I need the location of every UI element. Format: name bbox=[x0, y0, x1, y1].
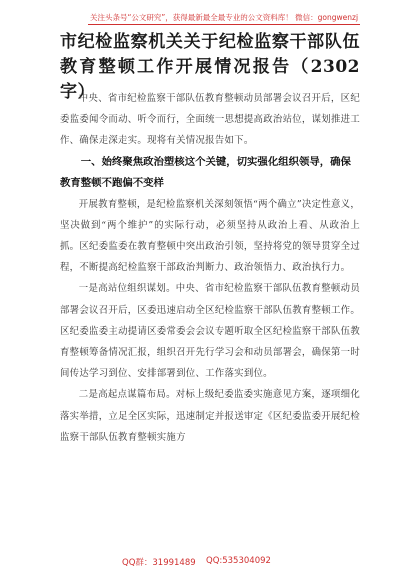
qq-contact-number: QQ:535304092 bbox=[206, 556, 271, 566]
section-heading-1: 一、始终聚焦政治塑核这个关键，切实强化组织领导，确保教育整顿不跑偏不变样 bbox=[60, 155, 351, 189]
paragraph-intro: 中央、省市纪检监察干部队伍教育整顿动员部署会议召开后，区纪委监委闻令而动、听令而行，全面统一思想提高政治站位，谋划推进工作、确保走深走实。现将有关情况报告如下。 bbox=[60, 93, 360, 147]
paragraph-3: 一是高站位组织谋划。中央、省市纪检监察干部队伍教育整顿动员部署会议召开后，区委迅速启动全区纪检监察干部队伍教育整顿工作。区纪委监委主动提请区委常委会会议专题听取全区纪检监察干部队伍教育整顿筹备情况汇报，组织召开先行学习会和动员部署会，确保第一时间传达学习到位、安排部署到位、工作落实到位。 bbox=[60, 283, 360, 380]
document-title: 市纪检监察机关关于纪检监察干部队伍教育整顿工作开展情况报告（2302字） bbox=[60, 32, 360, 102]
promo-banner: 关注头条号“公文研究”，获得最新最全最专业的公文资料库！ 微信：gongwenzj bbox=[88, 12, 360, 25]
paragraph-2: 开展教育整顿，是纪检监察机关深刻领悟“两个确立”决定性意义，坚决做到“两个维护”的实际行动，必须坚持从政治上看、从政治上抓。区纪委监委在教育整顿中突出政治引领，坚持将党的领导贯穿全过程，不断提高纪检监察干部政治判断力、政治领悟力、政治执行力。 bbox=[60, 198, 360, 274]
paragraph-4: 二是高起点谋篇布局。对标上级纪委监委实施意见方案，逐项细化落实举措，立足全区实际，迅速制定并报送审定《区纪委监委开展纪检监察干部队伍教育整顿实施方 bbox=[60, 389, 360, 443]
qq-group-number: QQ群：31991489 bbox=[122, 558, 196, 568]
document-body bbox=[60, 88, 360, 448]
